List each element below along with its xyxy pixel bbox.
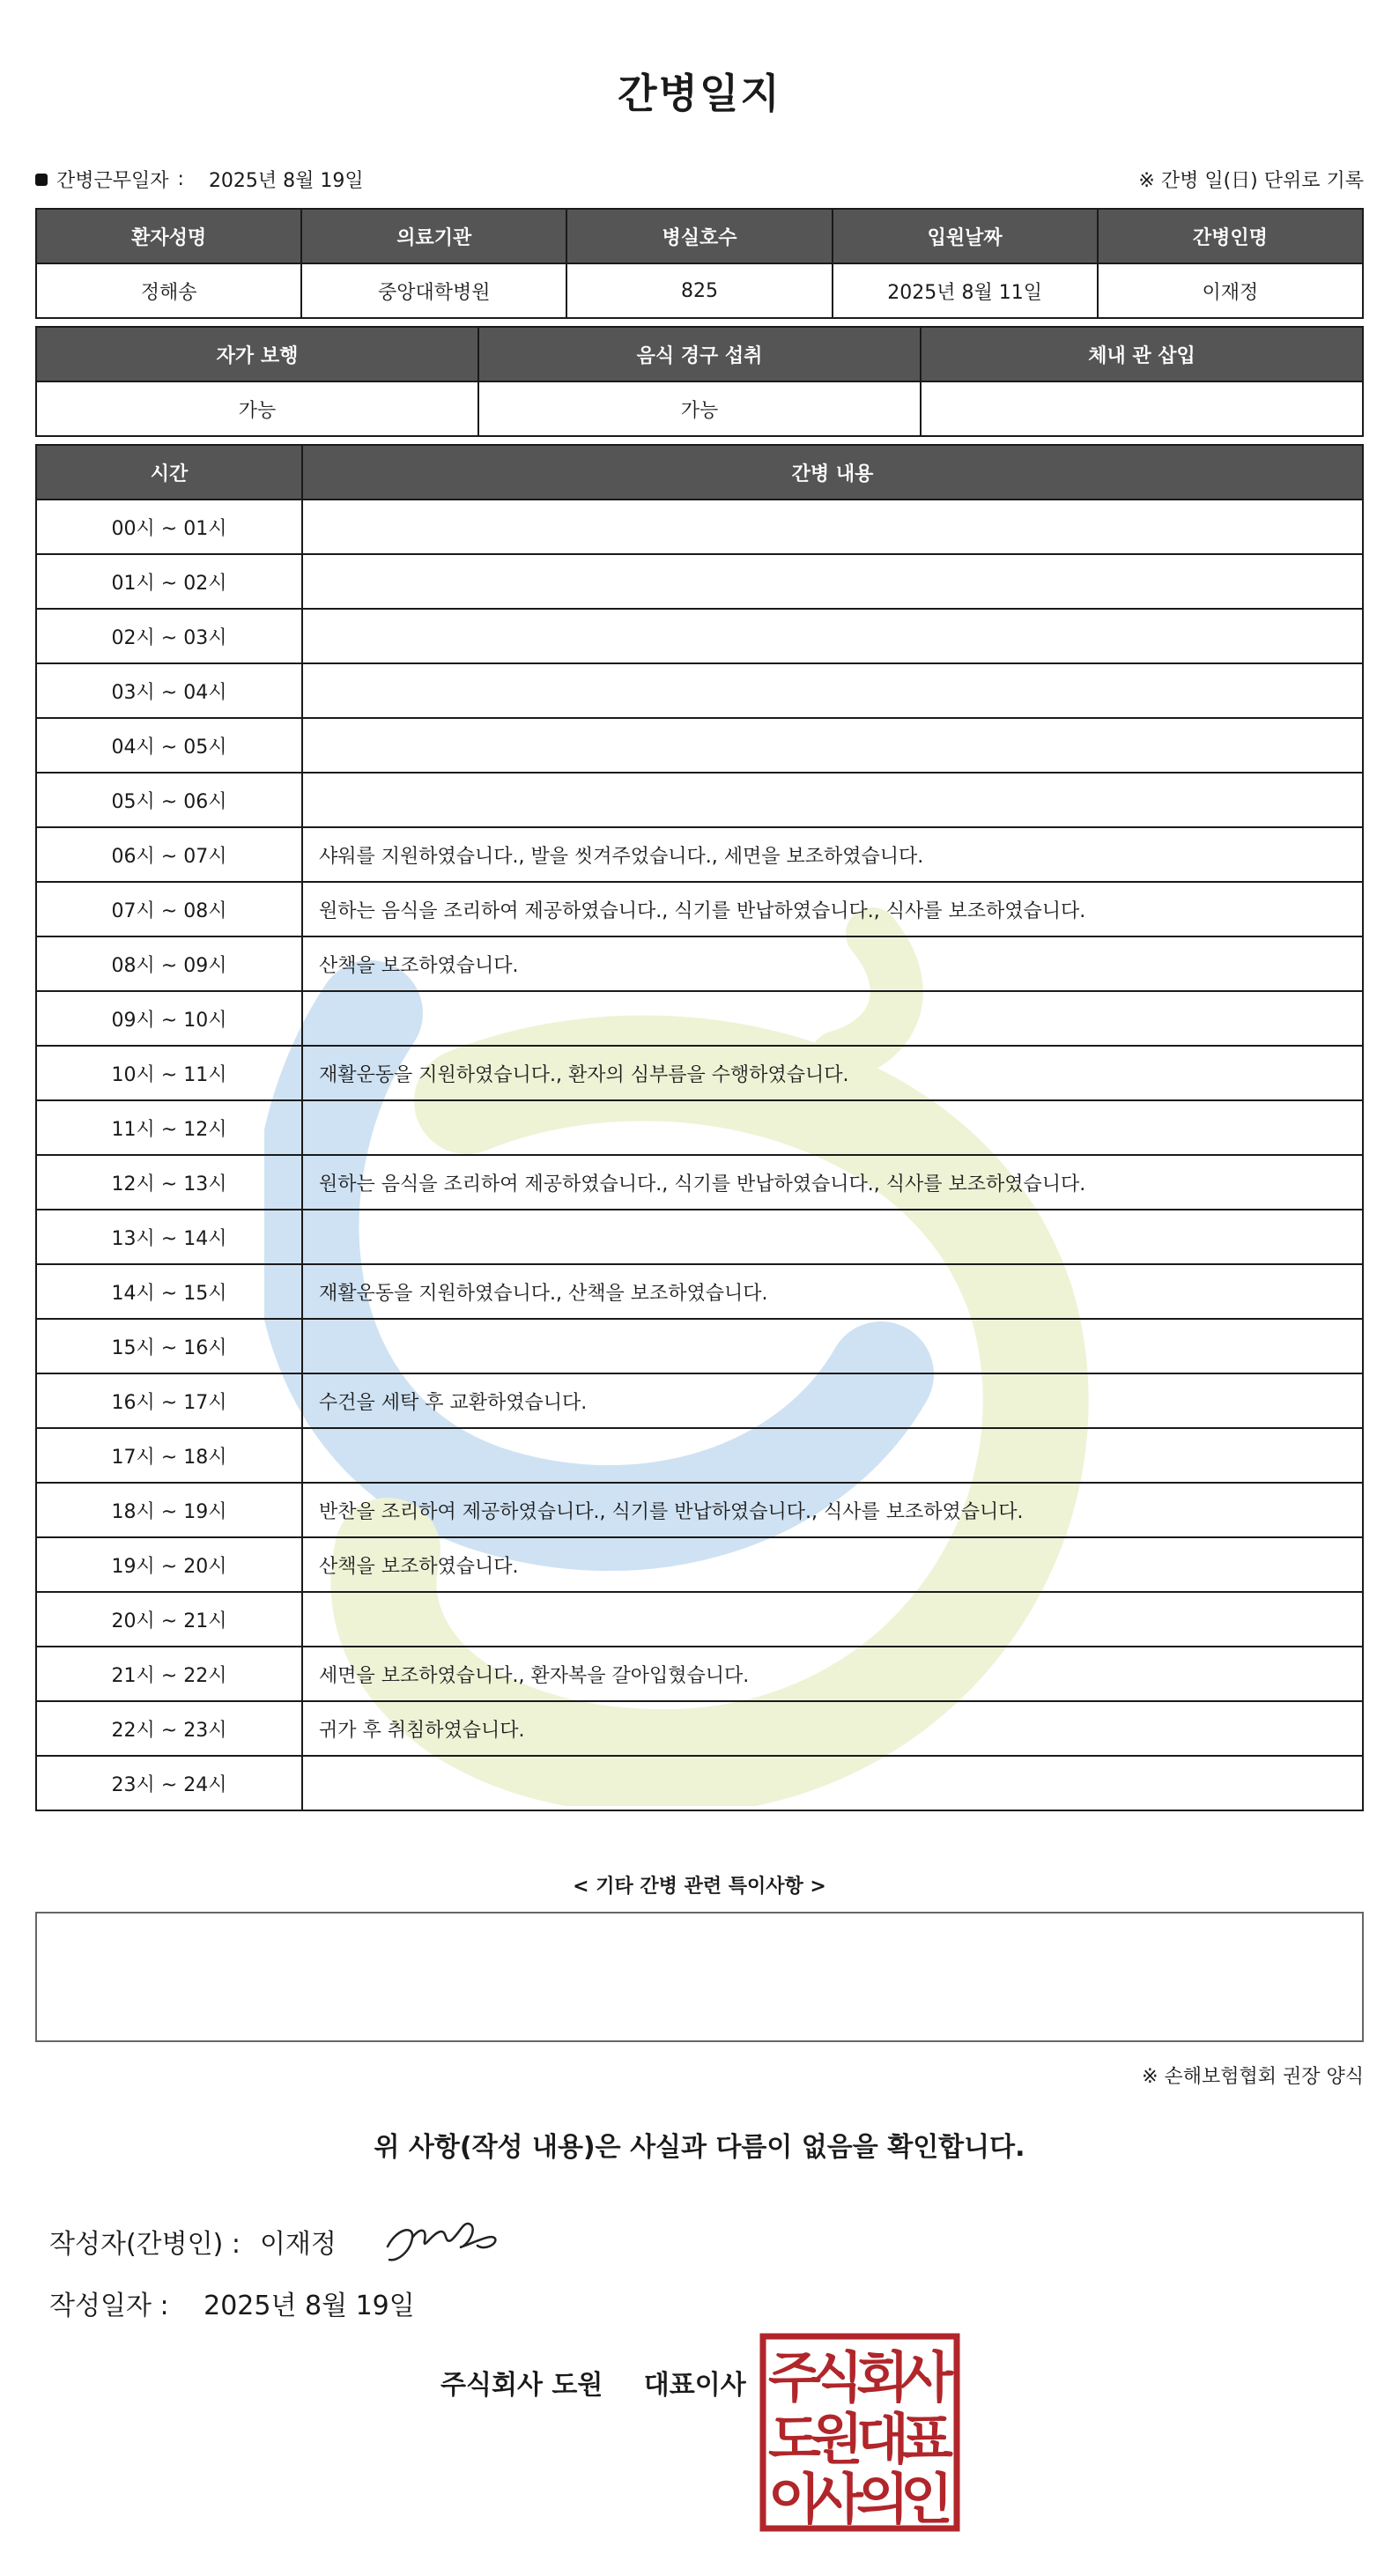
log-content: 원하는 음식을 조리하여 제공하였습니다., 식기를 반납하였습니다., 식사를 보조하였습니다. (302, 1155, 1363, 1210)
header-oral-intake: 음식 경구 섭취 (478, 327, 921, 381)
colon: : (177, 168, 184, 190)
record-unit-note: ※ 간병 일(日) 단위로 기록 (1138, 170, 1364, 192)
log-row (36, 1210, 1363, 1264)
log-time: 08시 ~ 09시 (36, 936, 302, 991)
log-row (36, 773, 1363, 827)
log-content (302, 1592, 1363, 1647)
company-seal-stamp (759, 2333, 960, 2532)
header-care-content: 간병 내용 (302, 445, 1363, 500)
header-time: 시간 (36, 445, 302, 500)
log-time: 10시 ~ 11시 (36, 1046, 302, 1100)
log-time: 23시 ~ 24시 (36, 1756, 302, 1810)
log-row (36, 554, 1363, 609)
log-row (36, 1373, 1363, 1428)
log-time: 13시 ~ 14시 (36, 1210, 302, 1264)
log-row (36, 1701, 1363, 1756)
log-content (302, 663, 1363, 718)
write-date-value: 2025년 8월 19일 (204, 2291, 415, 2321)
log-row (36, 1428, 1363, 1483)
oral-intake-value: 가능 (478, 381, 921, 436)
log-content (302, 991, 1363, 1046)
log-time: 14시 ~ 15시 (36, 1264, 302, 1319)
svg-text:원: 원 (811, 2407, 863, 2471)
log-row (36, 1483, 1363, 1537)
log-content: 재활운동을 지원하였습니다., 환자의 심부름을 수행하였습니다. (302, 1046, 1363, 1100)
log-row (36, 609, 1363, 663)
log-row (36, 1537, 1363, 1592)
svg-text:인: 인 (900, 2467, 953, 2531)
header-tube-insertion: 체내 관 삽입 (921, 327, 1363, 381)
log-row (36, 1592, 1363, 1647)
svg-text:식: 식 (811, 2345, 863, 2409)
log-row (36, 1647, 1363, 1701)
log-content: 수건을 세탁 후 교환하였습니다. (302, 1373, 1363, 1428)
log-row (36, 1155, 1363, 1210)
hourly-log-table (35, 444, 1364, 1811)
square-bullet-icon (35, 174, 48, 186)
log-content (302, 1210, 1363, 1264)
svg-text:대: 대 (856, 2407, 909, 2471)
log-row (36, 1100, 1363, 1155)
log-row (36, 1046, 1363, 1100)
company-row (440, 2363, 746, 2402)
log-content (302, 554, 1363, 609)
recommended-form-note: ※ 손해보험협회 권장 양식 (1142, 2066, 1364, 2088)
self-walking-value: 가능 (36, 381, 478, 436)
company-name: 주식회사 도원 (440, 2370, 603, 2401)
log-content: 샤워를 지원하였습니다., 발을 씻겨주었습니다., 세면을 보조하였습니다. (302, 827, 1363, 882)
log-content (302, 500, 1363, 554)
log-time: 07시 ~ 08시 (36, 882, 302, 936)
confirmation-statement: 위 사항(작성 내용)은 사실과 다름이 없음을 확인합니다. (374, 2132, 1025, 2163)
log-time: 11시 ~ 12시 (36, 1100, 302, 1155)
writer-name: 이재정 (259, 2229, 337, 2260)
log-content (302, 1319, 1363, 1373)
log-row (36, 663, 1363, 718)
writer-row (49, 2222, 337, 2261)
log-content (302, 1428, 1363, 1483)
header-admission-date: 입원날짜 (833, 209, 1098, 263)
ability-header-row (36, 327, 1363, 381)
log-time: 19시 ~ 20시 (36, 1537, 302, 1592)
hourly-log-header-row (36, 445, 1363, 500)
tube-insertion-value (921, 381, 1363, 436)
log-time: 15시 ~ 16시 (36, 1319, 302, 1373)
log-time: 20시 ~ 21시 (36, 1592, 302, 1647)
handwritten-signature (379, 2207, 502, 2269)
svg-text:사: 사 (900, 2345, 953, 2409)
svg-text:회: 회 (856, 2345, 909, 2409)
ability-table (35, 326, 1364, 437)
header-patient-name: 환자성명 (36, 209, 301, 263)
svg-text:표: 표 (900, 2407, 953, 2471)
log-content: 반찬을 조리하여 제공하였습니다., 식기를 반납하였습니다., 식사를 보조하였습니다. (302, 1483, 1363, 1537)
patient-info-value-row (36, 263, 1363, 318)
log-time: 04시 ~ 05시 (36, 718, 302, 773)
log-content (302, 1100, 1363, 1155)
log-content (302, 1756, 1363, 1810)
log-time: 22시 ~ 23시 (36, 1701, 302, 1756)
log-time: 18시 ~ 19시 (36, 1483, 302, 1537)
log-time: 01시 ~ 02시 (36, 554, 302, 609)
admission-date: 2025년 8월 11일 (833, 263, 1098, 318)
svg-text:사: 사 (811, 2467, 863, 2531)
log-content: 세면을 보조하였습니다., 환자복을 갈아입혔습니다. (302, 1647, 1363, 1701)
work-date-row (35, 166, 364, 193)
log-time: 03시 ~ 04시 (36, 663, 302, 718)
log-content: 원하는 음식을 조리하여 제공하였습니다., 식기를 반납하였습니다., 식사를 보조하였습니다. (302, 882, 1363, 936)
log-row (36, 991, 1363, 1046)
log-row (36, 1756, 1363, 1810)
log-time: 09시 ~ 10시 (36, 991, 302, 1046)
svg-text:도: 도 (768, 2407, 821, 2471)
write-date-label: 작성일자 : (49, 2291, 169, 2321)
log-row (36, 936, 1363, 991)
log-time: 17시 ~ 18시 (36, 1428, 302, 1483)
log-row (36, 882, 1363, 936)
log-time: 16시 ~ 17시 (36, 1373, 302, 1428)
patient-info-header-row (36, 209, 1363, 263)
special-notes-title: < 기타 간병 관련 특이사항 > (573, 1876, 826, 1898)
work-date-label: 간병근무일자 (56, 170, 169, 192)
header-hospital: 의료기관 (301, 209, 566, 263)
log-content (302, 609, 1363, 663)
write-date-row (49, 2284, 415, 2322)
log-time: 06시 ~ 07시 (36, 827, 302, 882)
log-row (36, 500, 1363, 554)
log-content (302, 718, 1363, 773)
log-time: 02시 ~ 03시 (36, 609, 302, 663)
svg-text:의: 의 (856, 2467, 909, 2531)
log-content: 재활운동을 지원하였습니다., 산책을 보조하였습니다. (302, 1264, 1363, 1319)
header-self-walking: 자가 보행 (36, 327, 478, 381)
caregiver-name: 이재정 (1098, 263, 1363, 318)
log-content: 귀가 후 취침하였습니다. (302, 1701, 1363, 1756)
log-row (36, 1264, 1363, 1319)
patient-name: 정해송 (36, 263, 301, 318)
log-time: 05시 ~ 06시 (36, 773, 302, 827)
hospital: 중앙대학병원 (301, 263, 566, 318)
patient-info-table (35, 208, 1364, 319)
log-row (36, 827, 1363, 882)
svg-text:주: 주 (768, 2345, 821, 2409)
work-date-value: 2025년 8월 19일 (208, 170, 364, 192)
header-caregiver-name: 간병인명 (1098, 209, 1363, 263)
special-notes-box (35, 1912, 1364, 2042)
ability-value-row (36, 381, 1363, 436)
log-content: 산책을 보조하였습니다. (302, 1537, 1363, 1592)
log-row (36, 718, 1363, 773)
log-time: 12시 ~ 13시 (36, 1155, 302, 1210)
log-time: 00시 ~ 01시 (36, 500, 302, 554)
page-title: 간병일지 (618, 70, 781, 117)
writer-label: 작성자(간병인) : (49, 2229, 241, 2260)
log-content (302, 773, 1363, 827)
room-number: 825 (566, 263, 832, 318)
header-room: 병실호수 (566, 209, 832, 263)
log-content: 산책을 보조하였습니다. (302, 936, 1363, 991)
representative-title: 대표이사 (643, 2370, 746, 2401)
log-time: 21시 ~ 22시 (36, 1647, 302, 1701)
svg-text:이: 이 (768, 2467, 821, 2531)
log-row (36, 1319, 1363, 1373)
